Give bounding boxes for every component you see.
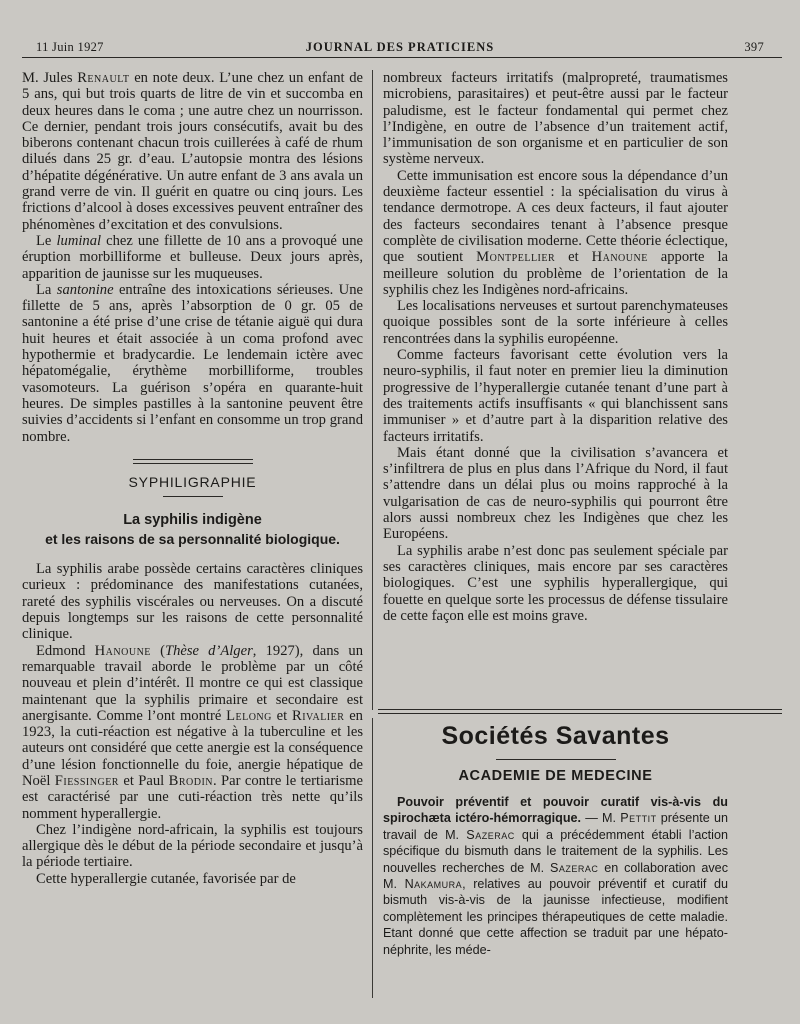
author-name: Sazerac [466, 827, 515, 842]
right-column [383, 70, 728, 624]
paragraph: M. Jules Renault en note deux. L’une chez un enfant de 5 ans, qui but trois quarts de litre de vin et succomba en deux heures dans le coma ; une autre chez un nourrisson. Ce dernier, pendant trois jours consécutifs, avait bu des biberons contenant chacun trois cuillerées à café de rhum dilués dans 25 gr. d’eau. L’autopsie montra des lésions d’hépatite dégénérative. Un autre enfant de 3 ans avala un grand verre de vin. Il guérit en quatre ou cinq jours. Les frictions d’alcool à doses excessives peuvent entraîner des phénomènes d’excitation et des convulsions. [22, 70, 364, 233]
italic-term: Thèse d’Alger [164, 642, 253, 659]
academie-subtitle: ACADEMIE DE MEDECINE [458, 768, 653, 784]
author-name: Nakamura [404, 877, 463, 892]
paragraph: Mais étant donné que la civilisation s’avancera et s’infiltrera de plus en plus dans l’Afrique du Nord, il faut s’attendre dans un délai plus ou moins rapproché à la vulgarisation de cas de neuro-syphilis qui pourront être alors aussi nombreux chez les Indigènes que chez les Européens. [383, 444, 728, 543]
right-column-text [383, 70, 728, 624]
header-rule [22, 57, 782, 58]
article-title-line-2: et les raisons de sa personnalité biologique. [45, 531, 340, 548]
column-rule-lower [372, 718, 373, 998]
author-name: Montpellier [476, 249, 556, 266]
author-name: Brodin [168, 772, 213, 789]
societes-title: Sociétés Savantes [441, 722, 670, 750]
societes-rule [496, 759, 616, 760]
paragraph: nombreux facteurs irritatifs (malpropreté, traumatismes microbiens, parasitaires) et peut-être aussi par le facteur paludisme, est le facteur fondamental qui permet chez l’Indigène, en outre de l’absence d’un traitement actif, l’immunisation de son organisme et en particulier de son système nerveux. [383, 70, 728, 168]
communication-title: Pouvoir préventif et pouvoir curatif vis-à-vis du spirochæta ictéro-hémorragique. [383, 795, 728, 826]
paragraph: La syphilis arabe n’est donc pas seulement spéciale par ses caractères cliniques, mais encore par ses caractères biologiques. C’est une syphilis hyperallergique, qui fouette en quelque sorte les processus de défense tissulaire de cette façon elle est moins grave. [383, 542, 728, 624]
page-header [24, 38, 776, 56]
column-rule [372, 70, 373, 710]
author-name: Renault [77, 70, 130, 86]
author-name: Hanoune [591, 249, 648, 266]
paragraph: Cette immunisation est encore sous la dépendance d’un deuxième facteur essentiel : la spécialisation du virus à tendance dermotrope. A ces deux facteurs, il faut ajouter des facteurs secondaires tenant à l’absence presque complète de civilisation moderne. Cette théorie éclectique, que soutient Montpellier et Hanoune apporte la meilleure solution du problème de l’orientation de la syphilis chez les Indigènes nord-africains. [383, 167, 728, 298]
paragraph: Le luminal chez une fillette de 10 ans a provoqué une éruption morbilliforme et bulleuse. Deux jours après, apparition de jaunisse sur les muqueuses. [22, 232, 364, 282]
header-journal-title: JOURNAL DES PRATICIENS [305, 40, 495, 54]
author-name: Lelong [226, 707, 272, 724]
paragraph: Pouvoir préventif et pouvoir curatif vis-à-vis du spirochæta ictéro-hémorragique. — M. Pettit présente un travail de M. Sazerac qui a précédemment établi l’action spécifique du bismuth dans le traitement de la syphilis. Les nouvelles recherches de M. Sazerac en collaboration avec M. Nakamura, relatives au pouvoir préventif et curatif du bismuth vis-à-vis de la jaunisse infectieuse, modifient complètement les principes thérapeutiques de cette maladie. Etant donné que cette affection se traduit par une hépato-néphrite, les méde- [383, 795, 728, 957]
societes-body-text [383, 794, 728, 958]
author-name: Rivalier [291, 707, 345, 724]
italic-term: santonine [56, 281, 114, 298]
paragraph: Les localisations nerveuses et surtout parenchymateuses quoique possibles sont de la sorte inférieure à celles rencontrées dans la syphilis européenne. [383, 298, 728, 347]
section-title-rule [163, 496, 223, 497]
article-title [22, 511, 363, 549]
paragraph: Chez l’indigène nord-africain, la syphilis est toujours allergique dès le début de la période secondaire et jusqu’à la période tertiaire. [22, 821, 363, 871]
paragraph: Comme facteurs favorisant cette évolution vers la neuro-syphilis, il faut noter en premier lieu la diminution progressive de l’hyperallergie cutanée tenant d’une part à des traitements actifs insuffisants « qui blanchissent sans immuniser » et d’autre part à la disparition relative des facteurs irritatifs. [383, 347, 728, 445]
article-text [22, 561, 363, 887]
author-name: Fiessinger [54, 772, 119, 789]
societes-divider [378, 709, 782, 714]
paragraph: Cette hyperallergie cutanée, favorisée par de [36, 870, 296, 887]
section-title: SYPHILIGRAPHIE [128, 473, 257, 490]
section-divider [133, 459, 253, 464]
article-title-line-1: La syphilis indigène [123, 512, 262, 529]
header-page-number: 397 [744, 40, 764, 54]
author-name: Pettit [620, 811, 657, 826]
header-date: 11 Juin 1927 [36, 40, 104, 54]
societes-savantes-section [383, 722, 728, 958]
author-name: Sazerac [549, 860, 599, 875]
left-column-text [22, 70, 363, 445]
paragraph: La syphilis arabe possède certains caractères cliniques curieux : prédominance des manifestations cutanées, rareté des syphilis viscérales ou nerveuses. On a discuté depuis longtemps sur les raisons de cette personnalité clinique. [22, 561, 363, 643]
left-column [22, 70, 363, 887]
paragraph: La santonine entraîne des intoxications sérieuses. Une fillette de 5 ans, après l’absorption de 0 gr. 05 de santonine a été prise d’une crise de tétanie aiguë qui dura huit heures et était associée à un coma profond avec hypothermie et bradycardie. Le lendemain ictère avec hépatomégalie, érythème morbilliforme, troubles vasomoteurs. La guérison s’opéra en quarante-huit heures. De simples pastilles à la santonine peuvent être suivies d’accidents si l’enfant en consomme un trop grand nombre. [22, 281, 363, 445]
author-name: Hanoune [94, 642, 151, 659]
italic-term: luminal [56, 232, 102, 249]
paragraph: Edmond Hanoune (Thèse d’Alger, 1927), dans un remarquable travail aborde le problème par un côté nouveau et plein d’intérêt. Il montre ce qui est classique maintenant que la syphilis primaire et secondaire est anergisante. Comme l’ont montré Lelong et Rivalier en 1923, la cuti-réaction est négative à la tuberculine et les auteurs ont considéré que cette anergie est la conséquence d’une lésion fonctionnelle du foie, anergie hépatique de Noël Fiessinger et Paul Brodin. Par contre le tertiarisme est caractérisé par une cuti-réaction très nette qu’ils nomment hyperallergie. [22, 642, 363, 822]
